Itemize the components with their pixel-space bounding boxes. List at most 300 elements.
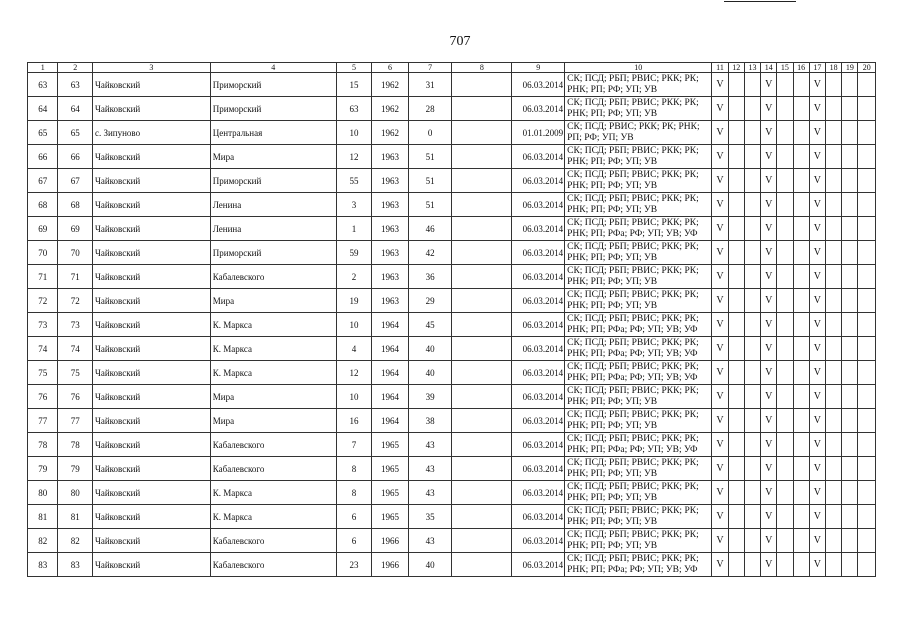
build-year: 1964 [372,409,409,433]
column-header: 2 [58,63,93,73]
house-number: 23 [336,553,372,577]
column-8 [452,385,512,409]
mark-cell-16 [793,433,809,457]
register-table [27,62,876,577]
mark-cell-19 [842,337,858,361]
units: 40 [408,361,452,385]
record-number: 70 [58,241,93,265]
units: 0 [408,121,452,145]
table-row [28,169,876,193]
mark-cell-15 [777,433,793,457]
locality: Чайковский [92,505,210,529]
mark-cell-20 [858,241,876,265]
mark-cell-14: V [761,505,777,529]
mark-cell-18 [826,217,842,241]
build-year: 1963 [372,193,409,217]
mark-cell-13 [744,337,760,361]
locality: Чайковский [92,337,210,361]
mark-cell-18 [826,193,842,217]
mark-cell-19 [842,313,858,337]
mark-cell-15 [777,361,793,385]
mark-cell-18 [826,97,842,121]
page-number: 707 [449,34,471,49]
systems-list: СК; ПСД; РБП; РВИС; РКК; РК; РНК; РП; РФа; РФ; УП; УВ; УФ [565,433,712,457]
street: Мира [210,289,336,313]
systems-list: СК; ПСД; РБП; РВИС; РКК; РК; РНК; РП; РФ; УП; УВ [565,385,712,409]
street: Кабалевского [210,553,336,577]
mark-cell-19 [842,145,858,169]
mark-cell-12 [728,553,744,577]
mark-cell-20 [858,529,876,553]
mark-cell-13 [744,385,760,409]
mark-cell-15 [777,313,793,337]
mark-cell-14: V [761,73,777,97]
column-8 [452,97,512,121]
mark-cell-19 [842,361,858,385]
units: 42 [408,241,452,265]
locality: Чайковский [92,241,210,265]
systems-list: СК; ПСД; РБП; РВИС; РКК; РК; РНК; РП; РФ; УП; УВ [565,289,712,313]
mark-cell-16 [793,241,809,265]
systems-list: СК; ПСД; РБП; РВИС; РКК; РК; РНК; РП; РФ; УП; УВ [565,193,712,217]
build-year: 1964 [372,337,409,361]
mark-cell-15 [777,289,793,313]
mark-cell-18 [826,265,842,289]
mark-cell-16 [793,265,809,289]
mark-cell-16 [793,409,809,433]
mark-cell-13 [744,217,760,241]
house-number: 55 [336,169,372,193]
table-row [28,193,876,217]
date: 06.03.2014 [512,337,565,361]
column-8 [452,529,512,553]
house-number: 4 [336,337,372,361]
date: 06.03.2014 [512,385,565,409]
record-number: 63 [58,73,93,97]
street: Приморский [210,97,336,121]
column-8 [452,313,512,337]
systems-list: СК; ПСД; РБП; РВИС; РКК; РК; РНК; РП; РФ; УП; УВ [565,97,712,121]
column-8 [452,241,512,265]
date: 06.03.2014 [512,217,565,241]
mark-cell-18 [826,553,842,577]
date: 06.03.2014 [512,361,565,385]
mark-cell-17: V [809,217,825,241]
mark-cell-11: V [712,121,728,145]
column-header: 7 [408,63,452,73]
mark-cell-15 [777,145,793,169]
mark-cell-16 [793,193,809,217]
mark-cell-15 [777,409,793,433]
locality: Чайковский [92,409,210,433]
mark-cell-15 [777,97,793,121]
mark-cell-17: V [809,337,825,361]
date: 06.03.2014 [512,313,565,337]
mark-cell-20 [858,73,876,97]
column-8 [452,361,512,385]
mark-cell-14: V [761,121,777,145]
date: 06.03.2014 [512,433,565,457]
row-number: 74 [28,337,58,361]
mark-cell-20 [858,169,876,193]
mark-cell-20 [858,457,876,481]
locality: Чайковский [92,361,210,385]
street: К. Маркса [210,313,336,337]
column-8 [452,193,512,217]
build-year: 1966 [372,553,409,577]
column-8 [452,145,512,169]
date: 06.03.2014 [512,409,565,433]
row-number: 79 [28,457,58,481]
mark-cell-17: V [809,529,825,553]
mark-cell-11: V [712,553,728,577]
header-row [28,63,876,73]
systems-list: СК; ПСД; РБП; РВИС; РКК; РК; РНК; РП; РФа; РФ; УП; УВ; УФ [565,337,712,361]
table-row [28,505,876,529]
table-row [28,481,876,505]
column-header: 3 [92,63,210,73]
house-number: 7 [336,433,372,457]
row-number: 81 [28,505,58,529]
systems-list: СК; ПСД; РБП; РВИС; РКК; РК; РНК; РП; РФ; УП; УВ [565,529,712,553]
mark-cell-16 [793,361,809,385]
mark-cell-20 [858,97,876,121]
row-number: 68 [28,193,58,217]
column-header: 13 [744,63,760,73]
mark-cell-18 [826,145,842,169]
column-header: 15 [777,63,793,73]
column-8 [452,457,512,481]
house-number: 15 [336,73,372,97]
systems-list: СК; ПСД; РБП; РВИС; РКК; РК; РНК; РП; РФ; УП; УВ [565,265,712,289]
units: 43 [408,529,452,553]
mark-cell-12 [728,169,744,193]
build-year: 1963 [372,241,409,265]
build-year: 1965 [372,457,409,481]
units: 43 [408,433,452,457]
record-number: 77 [58,409,93,433]
column-header: 9 [512,63,565,73]
mark-cell-12 [728,433,744,457]
column-8 [452,217,512,241]
mark-cell-14: V [761,265,777,289]
date: 06.03.2014 [512,289,565,313]
mark-cell-12 [728,361,744,385]
mark-cell-14: V [761,193,777,217]
build-year: 1962 [372,73,409,97]
mark-cell-12 [728,313,744,337]
column-8 [452,505,512,529]
mark-cell-16 [793,97,809,121]
mark-cell-19 [842,241,858,265]
mark-cell-17: V [809,313,825,337]
column-header: 6 [372,63,409,73]
street: Ленина [210,193,336,217]
mark-cell-20 [858,505,876,529]
record-number: 68 [58,193,93,217]
mark-cell-13 [744,97,760,121]
mark-cell-20 [858,145,876,169]
mark-cell-16 [793,217,809,241]
locality: Чайковский [92,73,210,97]
mark-cell-14: V [761,481,777,505]
mark-cell-19 [842,97,858,121]
column-8 [452,337,512,361]
row-number: 64 [28,97,58,121]
mark-cell-11: V [712,409,728,433]
mark-cell-16 [793,505,809,529]
mark-cell-11: V [712,73,728,97]
mark-cell-19 [842,481,858,505]
record-number: 75 [58,361,93,385]
mark-cell-17: V [809,265,825,289]
mark-cell-17: V [809,553,825,577]
mark-cell-14: V [761,313,777,337]
table-row [28,529,876,553]
mark-cell-16 [793,145,809,169]
build-year: 1963 [372,217,409,241]
mark-cell-16 [793,73,809,97]
locality: Чайковский [92,433,210,457]
locality: Чайковский [92,289,210,313]
column-8 [452,73,512,97]
date: 06.03.2014 [512,73,565,97]
systems-list: СК; ПСД; РБП; РВИС; РКК; РК; РНК; РП; РФа; РФ; УП; УВ; УФ [565,217,712,241]
systems-list: СК; ПСД; РБП; РВИС; РКК; РК; РНК; РП; РФ; УП; УВ [565,241,712,265]
house-number: 6 [336,529,372,553]
column-header: 10 [565,63,712,73]
record-number: 69 [58,217,93,241]
house-number: 59 [336,241,372,265]
date: 06.03.2014 [512,457,565,481]
units: 28 [408,97,452,121]
systems-list: СК; ПСД; РБП; РВИС; РКК; РК; РНК; РП; РФ; УП; УВ [565,457,712,481]
mark-cell-15 [777,505,793,529]
mark-cell-14: V [761,457,777,481]
mark-cell-17: V [809,73,825,97]
street: Мира [210,385,336,409]
systems-list: СК; ПСД; РБП; РВИС; РКК; РК; РНК; РП; РФ; УП; УВ [565,73,712,97]
mark-cell-16 [793,481,809,505]
street: Центральная [210,121,336,145]
units: 40 [408,337,452,361]
column-8 [452,169,512,193]
mark-cell-12 [728,457,744,481]
locality: Чайковский [92,193,210,217]
mark-cell-18 [826,361,842,385]
mark-cell-14: V [761,553,777,577]
house-number: 16 [336,409,372,433]
units: 38 [408,409,452,433]
mark-cell-11: V [712,289,728,313]
mark-cell-18 [826,121,842,145]
column-header: 4 [210,63,336,73]
mark-cell-18 [826,529,842,553]
mark-cell-12 [728,481,744,505]
locality: с. Зипуново [92,121,210,145]
mark-cell-20 [858,193,876,217]
mark-cell-11: V [712,481,728,505]
mark-cell-17: V [809,289,825,313]
date: 06.03.2014 [512,97,565,121]
date: 06.03.2014 [512,265,565,289]
row-number: 75 [28,361,58,385]
mark-cell-18 [826,505,842,529]
table-row [28,553,876,577]
record-number: 80 [58,481,93,505]
mark-cell-19 [842,505,858,529]
mark-cell-19 [842,553,858,577]
mark-cell-14: V [761,217,777,241]
table-row [28,289,876,313]
record-number: 73 [58,313,93,337]
row-number: 63 [28,73,58,97]
units: 51 [408,169,452,193]
mark-cell-16 [793,457,809,481]
street: Кабалевского [210,529,336,553]
mark-cell-17: V [809,241,825,265]
date: 06.03.2014 [512,529,565,553]
mark-cell-15 [777,217,793,241]
mark-cell-19 [842,73,858,97]
units: 35 [408,505,452,529]
build-year: 1964 [372,385,409,409]
house-number: 2 [336,265,372,289]
mark-cell-12 [728,241,744,265]
mark-cell-14: V [761,97,777,121]
mark-cell-13 [744,265,760,289]
mark-cell-15 [777,73,793,97]
mark-cell-17: V [809,121,825,145]
mark-cell-12 [728,505,744,529]
mark-cell-13 [744,361,760,385]
record-number: 71 [58,265,93,289]
column-header: 1 [28,63,58,73]
mark-cell-19 [842,265,858,289]
record-number: 79 [58,457,93,481]
locality: Чайковский [92,97,210,121]
mark-cell-15 [777,457,793,481]
mark-cell-15 [777,265,793,289]
locality: Чайковский [92,529,210,553]
mark-cell-20 [858,337,876,361]
house-number: 3 [336,193,372,217]
mark-cell-17: V [809,433,825,457]
build-year: 1962 [372,97,409,121]
systems-list: СК; ПСД; РБП; РВИС; РКК; РК; РНК; РП; РФ; УП; УВ [565,145,712,169]
mark-cell-14: V [761,529,777,553]
mark-cell-12 [728,73,744,97]
mark-cell-12 [728,121,744,145]
date: 06.03.2014 [512,169,565,193]
record-number: 81 [58,505,93,529]
column-header: 11 [712,63,728,73]
row-number: 70 [28,241,58,265]
mark-cell-18 [826,337,842,361]
mark-cell-17: V [809,457,825,481]
mark-cell-14: V [761,169,777,193]
mark-cell-17: V [809,409,825,433]
systems-list: СК; ПСД; РБП; РВИС; РКК; РК; РНК; РП; РФ; УП; УВ [565,169,712,193]
column-8 [452,121,512,145]
row-number: 65 [28,121,58,145]
mark-cell-18 [826,241,842,265]
record-number: 74 [58,337,93,361]
mark-cell-13 [744,313,760,337]
mark-cell-13 [744,121,760,145]
row-number: 76 [28,385,58,409]
mark-cell-11: V [712,169,728,193]
mark-cell-11: V [712,529,728,553]
mark-cell-16 [793,121,809,145]
record-number: 65 [58,121,93,145]
row-number: 69 [28,217,58,241]
mark-cell-14: V [761,289,777,313]
units: 36 [408,265,452,289]
mark-cell-17: V [809,385,825,409]
mark-cell-11: V [712,265,728,289]
column-header: 14 [761,63,777,73]
top-rule [724,1,796,2]
mark-cell-13 [744,481,760,505]
locality: Чайковский [92,313,210,337]
street: К. Маркса [210,337,336,361]
mark-cell-20 [858,481,876,505]
build-year: 1963 [372,169,409,193]
build-year: 1964 [372,313,409,337]
mark-cell-19 [842,169,858,193]
mark-cell-11: V [712,313,728,337]
mark-cell-12 [728,265,744,289]
mark-cell-15 [777,193,793,217]
date: 06.03.2014 [512,481,565,505]
mark-cell-20 [858,361,876,385]
street: Приморский [210,73,336,97]
mark-cell-18 [826,481,842,505]
systems-list: СК; ПСД; РБП; РВИС; РКК; РК; РНК; РП; РФа; РФ; УП; УВ; УФ [565,313,712,337]
column-header: 12 [728,63,744,73]
street: Кабалевского [210,457,336,481]
mark-cell-18 [826,169,842,193]
house-number: 19 [336,289,372,313]
table-row [28,121,876,145]
mark-cell-16 [793,385,809,409]
mark-cell-15 [777,481,793,505]
mark-cell-15 [777,385,793,409]
street: К. Маркса [210,361,336,385]
units: 46 [408,217,452,241]
mark-cell-14: V [761,385,777,409]
locality: Чайковский [92,553,210,577]
table-body [28,63,876,577]
house-number: 63 [336,97,372,121]
locality: Чайковский [92,385,210,409]
mark-cell-11: V [712,457,728,481]
locality: Чайковский [92,145,210,169]
table-row [28,217,876,241]
locality: Чайковский [92,169,210,193]
row-number: 73 [28,313,58,337]
column-8 [452,289,512,313]
mark-cell-15 [777,121,793,145]
mark-cell-13 [744,433,760,457]
mark-cell-11: V [712,337,728,361]
mark-cell-17: V [809,481,825,505]
mark-cell-19 [842,289,858,313]
mark-cell-18 [826,409,842,433]
mark-cell-20 [858,313,876,337]
table-row [28,361,876,385]
